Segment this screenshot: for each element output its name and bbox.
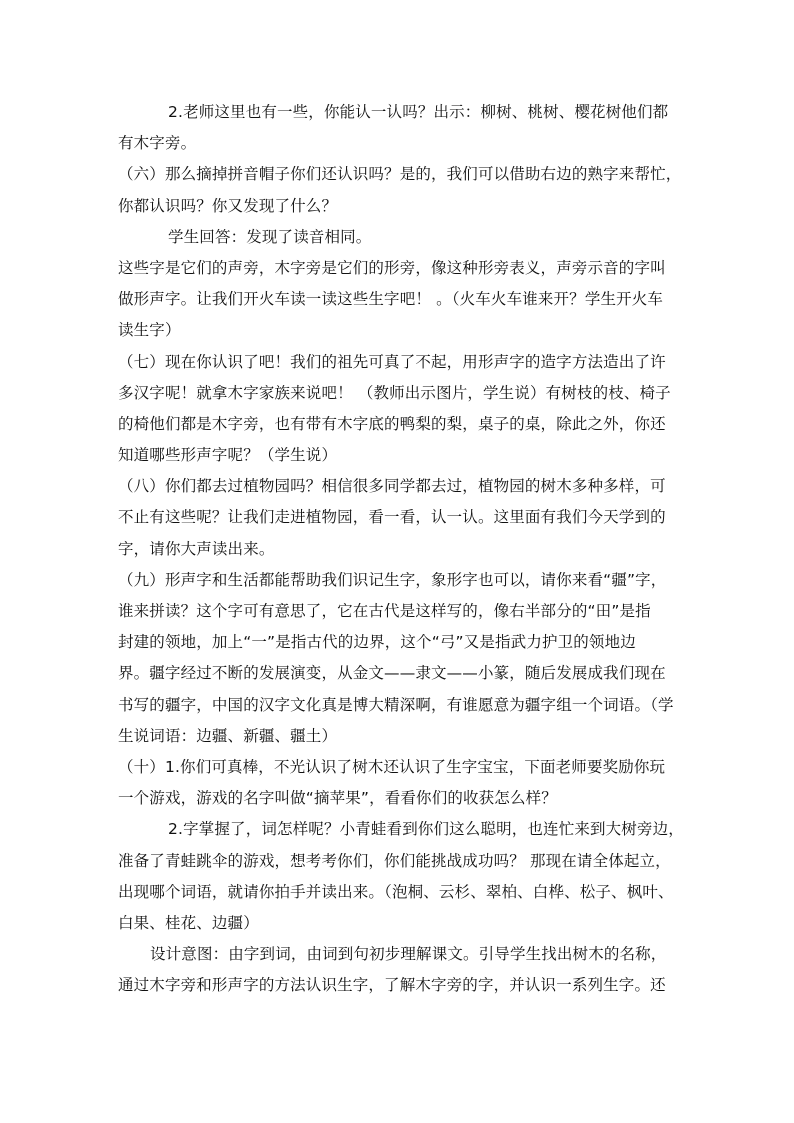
paragraph-line: 界。疆字经过不断的发展演变，从金文——隶文——小篆，随后发展成我们现在 [118, 664, 666, 683]
paragraph-line: （九）形声字和生活都能帮助我们识记生字，象形字也可以，请你来看“疆”字， [118, 570, 667, 589]
paragraph-line: 不止有这些呢？让我们走进植物园，看一看，认一认。这里面有我们今天学到的 [118, 508, 666, 527]
paragraph-line: 一个游戏，游戏的名字叫做“摘苹果”，看看你们的收获怎么样？ [118, 789, 557, 808]
paragraph-line: 设计意图：由字到词，由词到句初步理解课文。引导学生找出树木的名称， [150, 945, 667, 964]
paragraph-line: 白果、桂花、边疆） [118, 913, 259, 932]
paragraph-line: 生说词语：边疆、新疆、疆土） [118, 726, 338, 745]
paragraph-line: 书写的疆字，中国的汉字文化真是博大精深啊，有谁愿意为疆字组一个词语。（学 [118, 695, 674, 714]
paragraph-line: （七）现在你认识了吧！我们的祖先可真了不起，用形声字的造字方法造出了许 [118, 352, 666, 371]
paragraph-line: 做形声字。让我们开火车读一读这些生字吧！ 。（火车火车谁来开？学生开火车 [118, 290, 664, 309]
paragraph-line: 这些字是它们的声旁，木字旁是它们的形旁，像这种形旁表义，声旁示音的字叫 [118, 258, 666, 277]
paragraph-line: 学生回答：发现了读音相同。 [168, 227, 372, 246]
paragraph-line: 封建的领地，加上“一”是指古代的边界，这个“弓”又是指武力护卫的领地边 [118, 633, 636, 652]
paragraph-line: 知道哪些形声字呢？（学生说） [118, 446, 338, 465]
paragraph-line: （八）你们都去过植物园吗？相信很多同学都去过，植物园的树木多种多样，可 [118, 477, 666, 496]
paragraph-line: 2.老师这里也有一些，你能认一认吗？出示：柳树、桃树、樱花树他们都 [168, 103, 669, 121]
paragraph-line: （十）1.你们可真棒，不光认识了树木还认识了生字宝宝，下面老师要奖励你玩 [118, 757, 666, 776]
paragraph-line: 你都认识吗？你又发现了什么？ [118, 196, 338, 215]
paragraph-line: 多汉字呢！就拿木字家族来说吧！ （教师出示图片，学生说）有树枝的枝、椅子 [118, 383, 671, 402]
paragraph-line: 出现哪个词语，就请你拍手并读出来。（泡桐、云杉、翠柏、白桦、松子、枫叶、 [118, 882, 674, 901]
document-body [118, 97, 684, 1001]
paragraph-line: 谁来拼读？这个字可有意思了，它在古代是这样写的，像右半部分的“田”是指 [118, 602, 651, 620]
paragraph-line: 的椅他们都是木字旁，也有带有木字底的鸭梨的梨，桌子的桌，除此之外，你还 [118, 414, 666, 433]
paragraph-line: 2.字掌握了，词怎样呢？小青蛙看到你们这么聪明，也连忙来到大树旁边， [168, 820, 684, 839]
paragraph-line: 字，请你大声读出来。 [118, 539, 275, 558]
paragraph-line: （六）那么摘掉拼音帽子你们还认识吗？是的，我们可以借助右边的熟字来帮忙， [118, 165, 682, 184]
paragraph-line: 通过木字旁和形声字的方法认识生字，了解木字旁的字，并认识一系列生字。还 [118, 976, 666, 995]
paragraph-line: 读生字） [118, 321, 181, 340]
paragraph-line: 准备了青蛙跳伞的游戏，想考考你们，你们能挑战成功吗？ 那现在请全体起立， [118, 851, 671, 870]
paragraph-line: 有木字旁。 [118, 134, 197, 153]
